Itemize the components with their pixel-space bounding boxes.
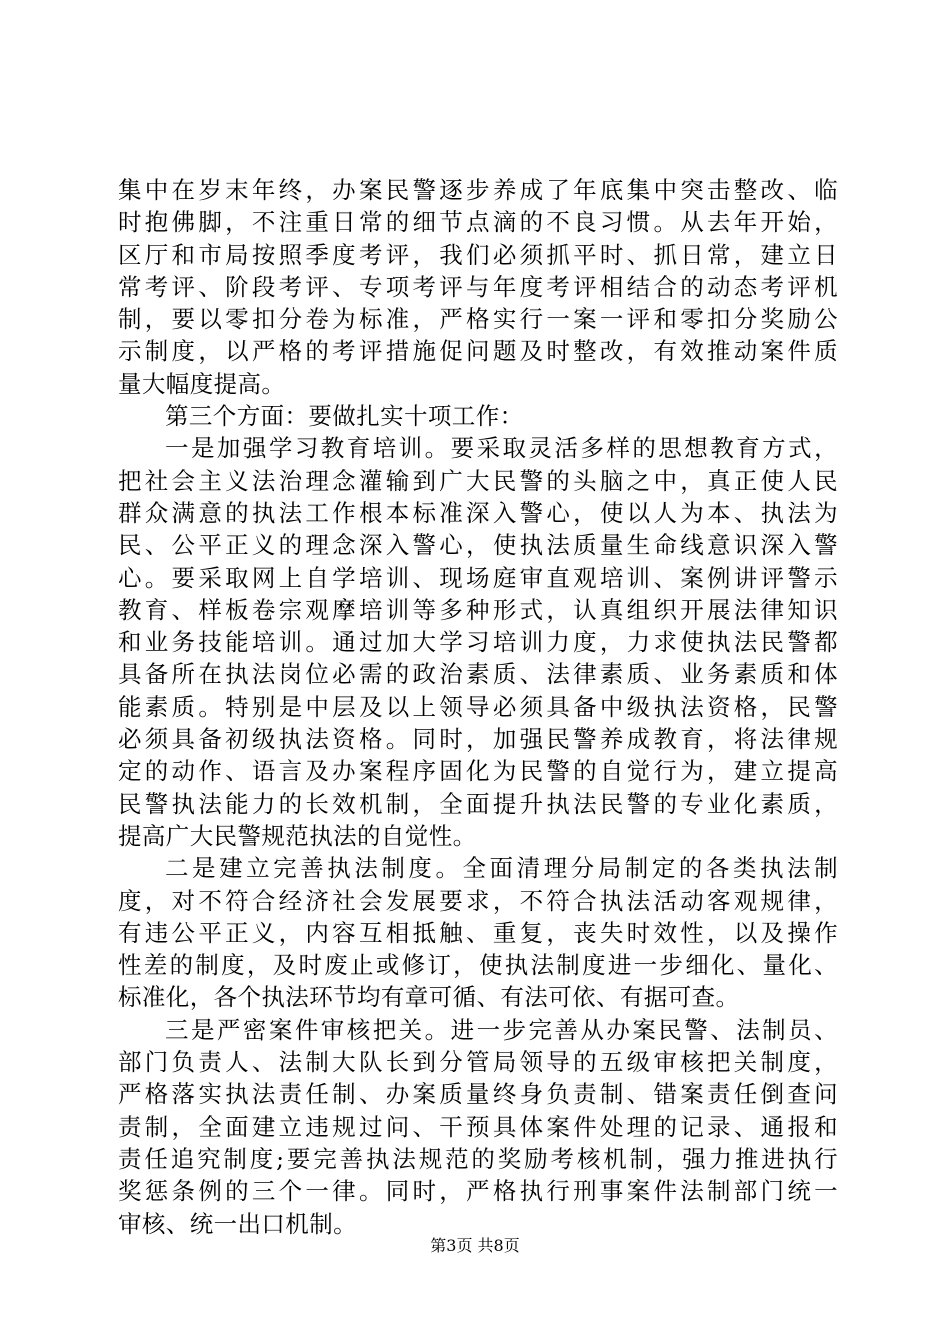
text-line: 度，对不符合经济社会发展要求，不符合执法活动客观规律， bbox=[118, 886, 838, 915]
text-line: 二是建立完善执法制度。全面清理分局制定的各类执法制 bbox=[165, 854, 838, 883]
text-line: 教育、样板卷宗观摩培训等多种形式，认真组织开展法律知识 bbox=[118, 595, 838, 624]
text-line: 定的动作、语言及办案程序固化为民警的自觉行为，建立提高 bbox=[118, 757, 838, 786]
text-line: 量大幅度提高。 bbox=[118, 369, 286, 398]
text-line: 审核、统一出口机制。 bbox=[118, 1209, 357, 1238]
paragraph bbox=[118, 432, 838, 852]
paragraph bbox=[118, 1014, 838, 1240]
text-line: 有违公平正义，内容互相抵触、重复，丧失时效性，以及操作 bbox=[118, 918, 838, 947]
text-line: 心。要采取网上自学培训、现场庭审直观培训、案例讲评警示 bbox=[118, 563, 838, 592]
text-line: 奖惩条例的三个一律。同时，严格执行刑事案件法制部门统一 bbox=[118, 1177, 838, 1206]
text-line: 责任追究制度;要完善执法规范的奖励考核机制，强力推进执行 bbox=[118, 1144, 838, 1173]
text-line: 标准化，各个执法环节均有章可循、有法可依、有据可查。 bbox=[118, 983, 740, 1012]
text-line: 民警执法能力的长效机制，全面提升执法民警的专业化素质， bbox=[118, 789, 838, 818]
paragraph bbox=[118, 852, 838, 1013]
page-footer: 第3页 共8页 bbox=[430, 1236, 520, 1255]
text-line: 民、公平正义的理念深入警心，使执法质量生命线意识深入警 bbox=[118, 531, 838, 560]
text-line: 能素质。特别是中层及以上领导必须具备中级执法资格，民警 bbox=[118, 692, 838, 721]
text-line: 常考评、阶段考评、专项考评与年度考评相结合的动态考评机 bbox=[118, 272, 838, 301]
text-line: 三是严密案件审核把关。进一步完善从办案民警、法制员、 bbox=[165, 1015, 838, 1044]
text-line: 和业务技能培训。通过加大学习培训力度，力求使执法民警都 bbox=[118, 628, 838, 657]
paragraph bbox=[118, 174, 838, 400]
text-line: 第三个方面：要做扎实十项工作： bbox=[165, 402, 524, 431]
text-line: 集中在岁末年终，办案民警逐步养成了年底集中突击整改、临 bbox=[118, 176, 838, 204]
text-line: 群众满意的执法工作根本标准深入警心，使以人为本、执法为 bbox=[118, 498, 838, 527]
text-line: 把社会主义法治理念灌输到广大民警的头脑之中，真正使人民 bbox=[118, 466, 838, 495]
body-text bbox=[118, 174, 838, 1240]
text-line: 部门负责人、法制大队长到分管局领导的五级审核把关制度， bbox=[118, 1048, 838, 1077]
paragraph bbox=[118, 400, 838, 432]
text-line: 时抱佛脚，不注重日常的细节点滴的不良习惯。从去年开始， bbox=[118, 208, 838, 237]
text-line: 具备所在执法岗位必需的政治素质、法律素质、业务素质和体 bbox=[118, 660, 838, 689]
text-line: 提高广大民警规范执法的自觉性。 bbox=[118, 821, 477, 850]
text-line: 一是加强学习教育培训。要采取灵活多样的思想教育方式， bbox=[165, 434, 838, 463]
text-line: 示制度，以严格的考评措施促问题及时整改，有效推动案件质 bbox=[118, 337, 838, 366]
text-line: 责制，全面建立违规过问、干预具体案件处理的记录、通报和 bbox=[118, 1112, 838, 1141]
text-line: 必须具备初级执法资格。同时，加强民警养成教育，将法律规 bbox=[118, 725, 838, 754]
text-line: 制，要以零扣分卷为标准，严格实行一案一评和零扣分奖励公 bbox=[118, 305, 838, 334]
text-line: 严格落实执法责任制、办案质量终身负责制、错案责任倒查问 bbox=[118, 1080, 838, 1109]
text-line: 性差的制度，及时废止或修订，使执法制度进一步细化、量化、 bbox=[118, 951, 838, 980]
text-line: 区厅和市局按照季度考评，我们必须抓平时、抓日常，建立日 bbox=[118, 240, 838, 269]
